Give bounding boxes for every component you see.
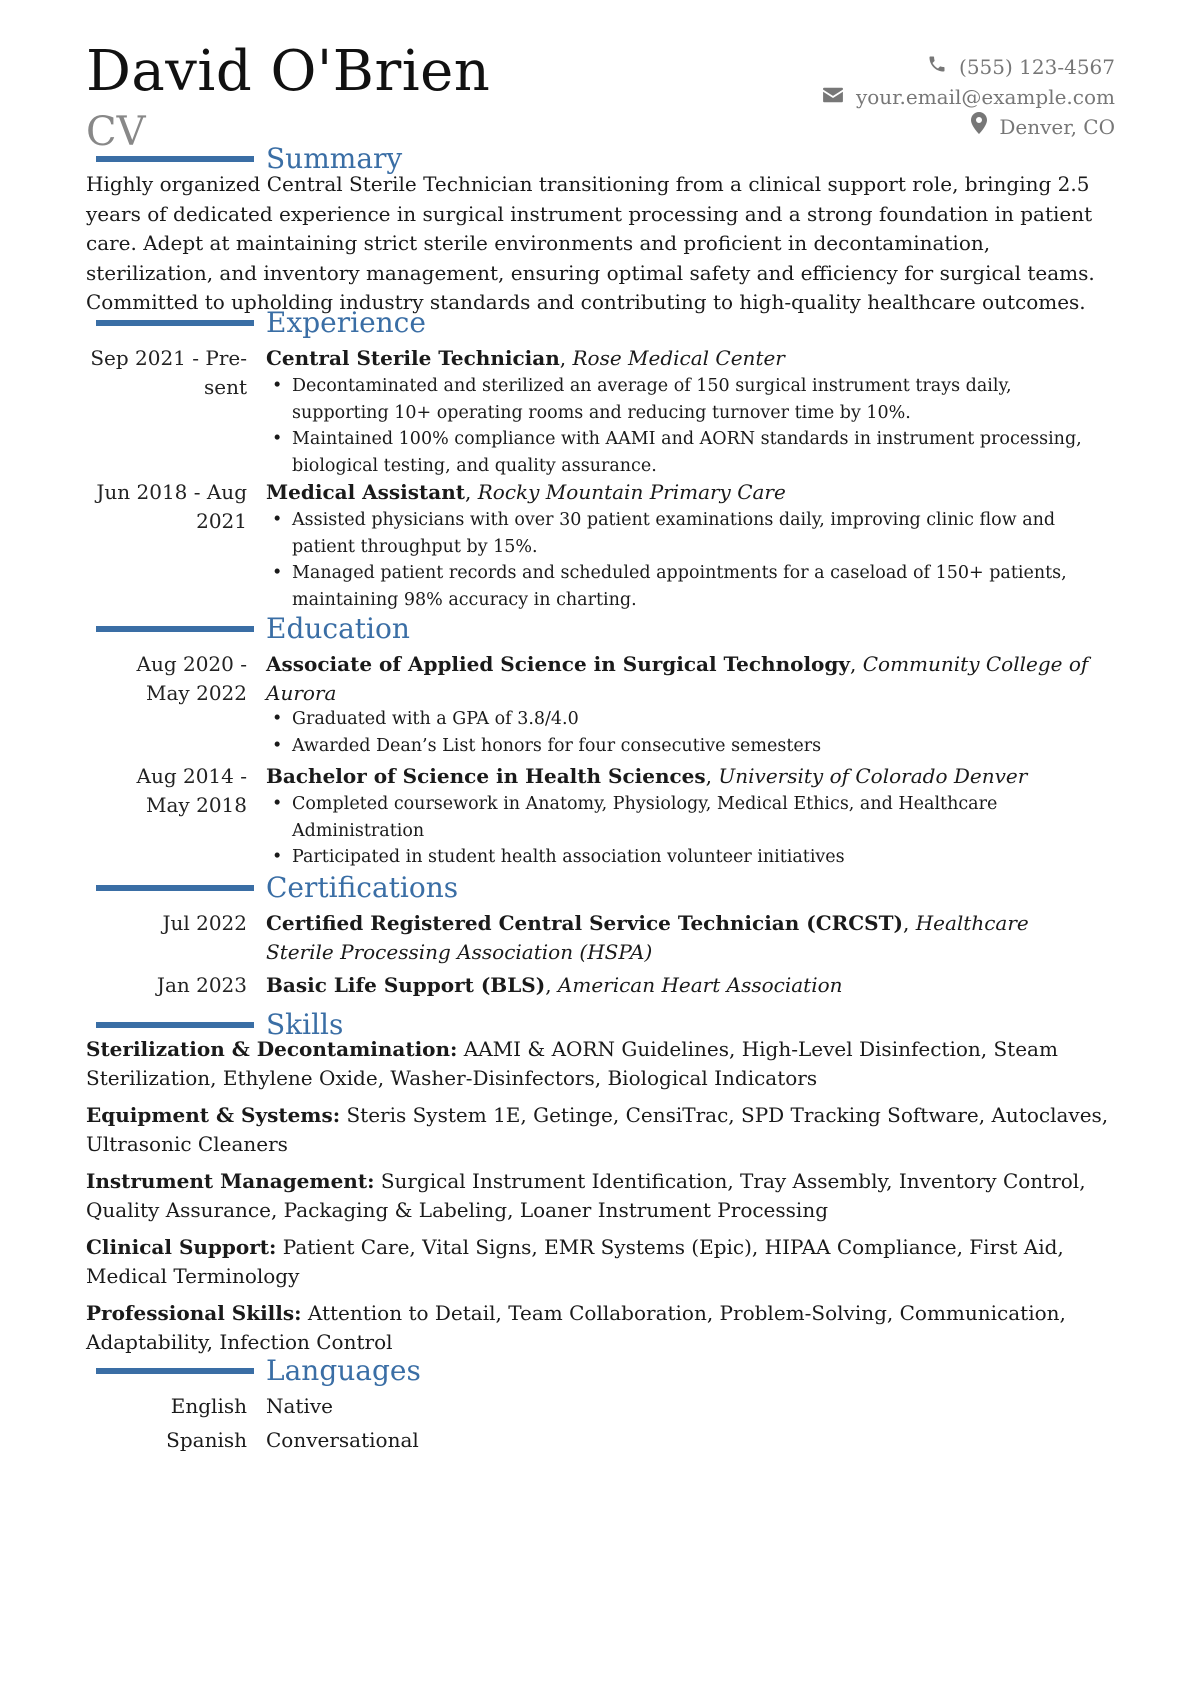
entry-bullets [266,706,1106,759]
entry-date-line: Aug 2020 - [136,652,247,676]
entry-date: Jul 2022 [162,911,247,935]
skill-group-value: Surgical Instrument Identification, Tray Assembly, Inventory Control, Quality Assurance, Packaging & Labeling, Loaner Instrument Processing [86,1169,1086,1222]
entry-date: Jan 2023 [156,973,247,997]
language-name: Spanish [166,1428,247,1452]
entry-date [87,478,247,536]
entry-date-line: May 2022 [146,681,247,705]
skill-group [86,1035,1116,1093]
section-accent-bar [96,156,254,162]
phone-number[interactable]: (555) 123-4567 [959,55,1115,79]
degree-name: Bachelor of Science in Health Sciences [266,764,706,788]
location-text: Denver, CO [999,115,1115,139]
entry-bullets [266,373,1106,479]
section-header [0,1354,1190,1388]
entry-date [87,650,247,708]
section-accent-bar [96,885,254,891]
section-header [0,871,1190,905]
entry-date-line: 2021 [196,509,247,533]
section-title: Experience [266,306,426,339]
section-accent-bar [96,1368,254,1374]
document-subtitle: CV [86,109,146,155]
skill-group-value: Patient Care, Vital Signs, EMR Systems (Epic), HIPAA Compliance, First Aid, Medical Terminology [86,1235,1064,1288]
certification-name: Certified Registered Central Service Technician (CRCST) [266,911,903,935]
list-item: • Completed coursework in Anatomy, Physiology, Medical Ethics, and Healthcare Administration [266,791,1106,844]
skill-group [86,1299,1116,1357]
job-role: Medical Assistant [266,480,466,504]
list-item: • Maintained 100% compliance with AAMI and AORN standards in instrument processing, biological testing, and quality assurance. [266,426,1106,479]
skill-group-label: Sterilization & Decontamination: [86,1037,458,1061]
section-certifications [0,871,1190,905]
school-name: Community College of Aurora [266,652,1089,705]
list-item: • Graduated with a GPA of 3.8/4.0 [266,706,1106,733]
list-item: • Assisted physicians with over 30 patient examinations daily, improving clinic flow and patient throughput by 15%. [266,507,1106,560]
section-accent-bar [96,626,254,632]
skill-group [86,1233,1116,1291]
language-name: English [170,1394,247,1418]
section-experience [0,306,1190,340]
entry-title: Associate of Applied Science in Surgical Technology, Community College of Aurora [266,652,1089,705]
entry-date-line: Jun 2018 - Aug [96,480,247,504]
contact-location [822,112,1115,142]
list-item: • Participated in student health association volunteer initiatives [266,844,1106,871]
certification-issuer: Healthcare Sterile Processing Association (HSPA) [266,911,1029,964]
school-name: University of Colorado Denver [718,764,1028,788]
list-item: • Decontaminated and sterilized an average of 150 surgical instrument trays daily, supporting 10+ operating rooms and reducing turnover time by 10%. [266,373,1106,426]
section-accent-bar [96,1022,254,1028]
section-title: Skills [266,1008,344,1041]
section-languages [0,1354,1190,1388]
entry-date [87,762,247,820]
phone-icon [927,52,947,82]
skill-group-label: Equipment & Systems: [86,1103,341,1127]
section-education [0,612,1190,646]
entry-title: Basic Life Support (BLS), American Heart Association [266,973,843,997]
map-pin-icon [971,112,987,142]
skill-group-value: Attention to Detail, Team Collaboration, Problem-Solving, Communication, Adaptability, Infection Control [86,1301,1066,1354]
certification-issuer: American Heart Association [557,973,843,997]
entry-date-line: May 2018 [146,793,247,817]
job-organization: Rocky Mountain Primary Care [477,480,786,504]
entry-date-line: sent [203,375,247,399]
section-accent-bar [96,320,254,326]
list-item: • Awarded Dean’s List honors for four consecutive semesters [266,733,1106,760]
entry-bullets [266,507,1106,613]
skill-group-label: Instrument Management: [86,1169,375,1193]
entry-date [87,344,247,402]
language-level: Conversational [266,1428,419,1452]
entry-title: Central Sterile Technician, Rose Medical Center [266,346,785,370]
section-header [0,612,1190,646]
skill-group [86,1167,1116,1225]
entry-bullets [266,791,1106,871]
entry-date-line: Aug 2014 - [136,764,247,788]
degree-name: Associate of Applied Science in Surgical Technology [266,652,851,676]
section-title: Certifications [266,871,459,904]
skill-group [86,1101,1116,1159]
email-address[interactable]: your.email@example.com [855,85,1115,109]
skill-group-value: Steris System 1E, Getinge, CensiTrac, SPD Tracking Software, Autoclaves, Ultrasonic Cleaners [86,1103,1109,1156]
skill-group-label: Professional Skills: [86,1301,302,1325]
contact-block [822,52,1115,142]
language-level: Native [266,1394,333,1418]
list-item: • Managed patient records and scheduled appointments for a caseload of 150+ patients, maintaining 98% accuracy in charting. [266,560,1106,613]
skill-group-value: AAMI & AORN Guidelines, High-Level Disinfection, Steam Sterilization, Ethylene Oxide, Washer-Disinfectors, Biological Indicators [86,1037,1058,1090]
candidate-name: David O'Brien [86,39,491,104]
section-header [0,306,1190,340]
certification-name: Basic Life Support (BLS) [266,973,546,997]
section-title: Languages [266,1354,421,1387]
entry-title: Bachelor of Science in Health Sciences, University of Colorado Denver [266,764,1028,788]
contact-email [822,82,1115,112]
section-title: Education [266,612,410,645]
entry-title: Certified Registered Central Service Technician (CRCST), Healthcare Sterile Processing Association (HSPA) [266,911,1029,964]
skill-group-label: Clinical Support: [86,1235,277,1259]
summary-text: Highly organized Central Sterile Technician transitioning from a clinical support role, bringing 2.5 years of dedicated experience in surgical instrument processing and a strong foundation in patient care. Adept at maintaining strict sterile environments and proficient in decontamination, sterilization, and inventory management, ensuring optimal safety and efficiency for surgical teams. Committed to upholding industry standards and contributing to high-quality healthcare outcomes. [86,172,1095,314]
section-title: Summary [266,142,403,175]
job-role: Central Sterile Technician [266,346,560,370]
entry-title: Medical Assistant, Rocky Mountain Primary Care [266,480,786,504]
contact-phone [822,52,1115,82]
entry-date-line: Sep 2021 - Pre- [90,346,247,370]
envelope-icon [822,82,844,112]
job-organization: Rose Medical Center [572,346,785,370]
